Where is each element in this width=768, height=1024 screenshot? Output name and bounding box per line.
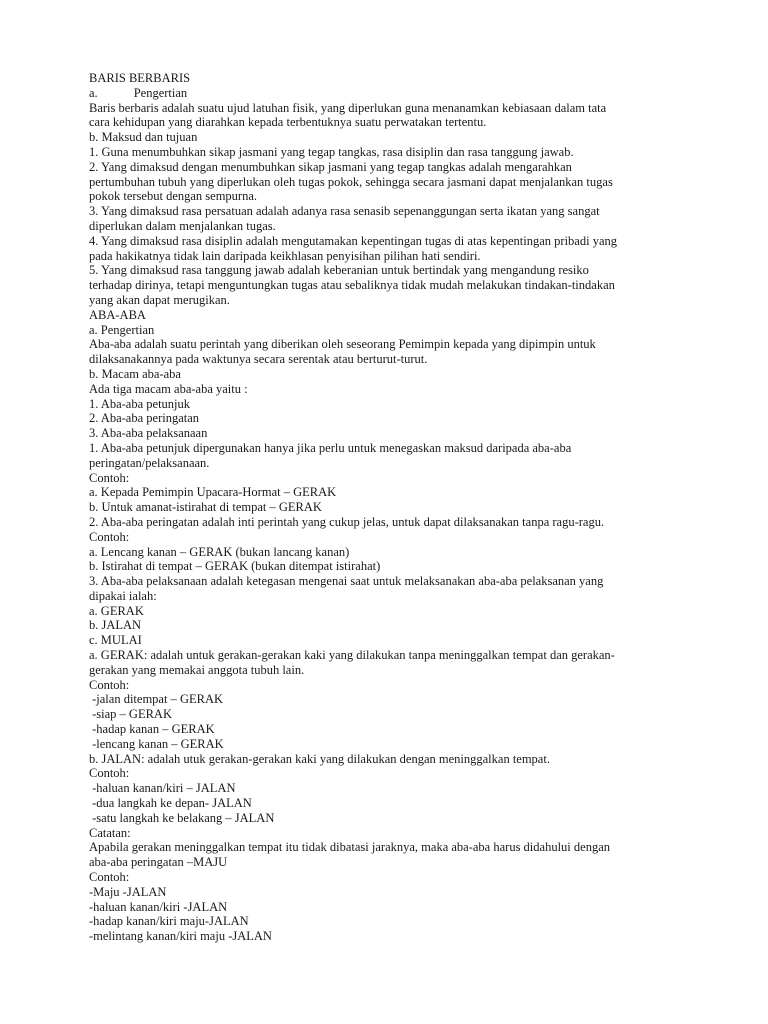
text-line: b. Untuk amanat-istirahat di tempat – GERAK [89, 500, 322, 515]
document-title: BARIS BERBARIS [89, 71, 191, 85]
text-line: a. GERAK [89, 603, 144, 618]
text-line: 2. Aba-aba peringatan [89, 411, 200, 426]
text-line: -satu langkah ke belakang – JALAN [89, 810, 275, 825]
text-line: 1. Aba-aba petunjuk [89, 396, 191, 411]
text-line: c. MULAI [89, 633, 142, 648]
text-line: pertumbuhan tubuh yang diperlukan oleh tugas pokok, sehingga secara jasmani dapat menjalankan tugas [89, 174, 613, 189]
text-line: Ada tiga macam aba-aba yaitu : [89, 381, 248, 396]
text-line: Contoh: [89, 766, 130, 781]
text-line: b. Istirahat di tempat – GERAK (bukan ditempat istirahat) [89, 559, 381, 574]
text-line: Apabila gerakan meninggalkan tempat itu tidak dibatasi jaraknya, maka aba-aba harus didahului dengan [89, 840, 610, 855]
text-line: -Maju -JALAN [89, 884, 167, 899]
text-line: 2. Yang dimaksud dengan menumbuhkan sikap jasmani yang tegap tangkas adalah mengarahkan [89, 159, 572, 174]
text-line: -hadap kanan/kiri maju-JALAN [89, 914, 249, 929]
text-line: a. Lencang kanan – GERAK (bukan lancang kanan) [89, 544, 350, 559]
text-line: diperlukan dalam menjalankan tugas. [89, 218, 276, 233]
text-line: -lencang kanan – GERAK [89, 736, 224, 751]
text-line: Catatan: [89, 825, 131, 840]
text-line: pokok tersebut dengan sempurna. [89, 189, 258, 204]
text-line: -haluan kanan/kiri -JALAN [89, 899, 228, 914]
text-line: a. GERAK: adalah untuk gerakan-gerakan kaki yang dilakukan tanpa meninggalkan tempat dan gerakan- [89, 648, 615, 663]
text-line: cara kehidupan yang diarahkan kepada terbentuknya suatu perwatakan tertentu. [89, 115, 487, 130]
text-line: -dua langkah ke depan- JALAN [89, 796, 252, 811]
text-line: Contoh: [89, 470, 130, 485]
text-line: peringatan/pelaksanaan. [89, 455, 210, 470]
text-line: dipakai ialah: [89, 588, 157, 603]
text-line: gerakan yang memakai anggota tubuh lain. [89, 662, 305, 677]
text-line: -siap – GERAK [89, 707, 172, 722]
text-line: -haluan kanan/kiri – JALAN [89, 781, 236, 796]
document-body [89, 71, 689, 944]
section-heading: ABA-ABA [89, 307, 146, 322]
text-line: aba-aba peringatan –MAJU [89, 855, 228, 870]
text-line: 3. Aba-aba pelaksanaan adalah ketegasan mengenai saat untuk melaksanakan aba-aba pelaksanan yang [89, 574, 604, 589]
text-line: b. Macam aba-aba [89, 366, 181, 381]
text-line: Baris berbaris adalah suatu ujud latuhan fisik, yang diperlukan guna menanamkan kebiasaan dalam tata [89, 100, 607, 115]
text-line: Contoh: [89, 870, 130, 885]
text-line: a. Pengertian [89, 322, 155, 337]
text-line: terhadap dirinya, tetapi menguntungkan tugas atau sebaliknya tidak mudah melakukan tindakan-tindakan [89, 278, 615, 293]
text-line: 3. Aba-aba pelaksanaan [89, 426, 208, 441]
text-line: a. Kepada Pemimpin Upacara-Hormat – GERAK [89, 485, 337, 500]
text-line: b. Maksud dan tujuan [89, 130, 198, 145]
text-line: 4. Yang dimaksud rasa disiplin adalah mengutamakan kepentingan tugas di atas kepentingan pribadi yang [89, 233, 618, 248]
text-line: b. JALAN [89, 618, 142, 633]
text-line: 2. Aba-aba peringatan adalah inti perintah yang cukup jelas, untuk dapat dilaksanakan tanpa ragu-ragu. [89, 514, 605, 529]
text-line: 1. Aba-aba petunjuk dipergunakan hanya jika perlu untuk menegaskan maksud daripada aba-aba [89, 440, 572, 455]
text-line: Aba-aba adalah suatu perintah yang diberikan oleh seseorang Pemimpin kepada yang dipimpin untuk [89, 337, 596, 352]
text-line: Contoh: [89, 677, 130, 692]
text-line: 3. Yang dimaksud rasa persatuan adalah adanya rasa senasib sepenanggungan serta ikatan yang sangat [89, 204, 600, 219]
text-line: a. Pengertian [89, 85, 188, 100]
text-line: dilaksanakannya pada waktunya secara serentak atau berturut-turut. [89, 352, 428, 367]
text-line: -jalan ditempat – GERAK [89, 692, 223, 707]
text-line: b. JALAN: adalah utuk gerakan-gerakan kaki yang dilakukan dengan meninggalkan tempat. [89, 751, 550, 766]
text-line: -hadap kanan – GERAK [89, 722, 215, 737]
text-line: pada hakikatnya tidak lain daripada keikhlasan penyisihan pilihan hati sendiri. [89, 248, 481, 263]
text-line: 1. Guna menumbuhkan sikap jasmani yang tegap tangkas, rasa disiplin dan rasa tanggung jawab. [89, 144, 574, 159]
text-line: -melintang kanan/kiri maju -JALAN [89, 929, 272, 944]
text-line: 5. Yang dimaksud rasa tanggung jawab adalah keberanian untuk bertindak yang mengandung resiko [89, 263, 589, 278]
text-line: yang akan dapat merugikan. [89, 292, 230, 307]
text-line: Contoh: [89, 529, 130, 544]
